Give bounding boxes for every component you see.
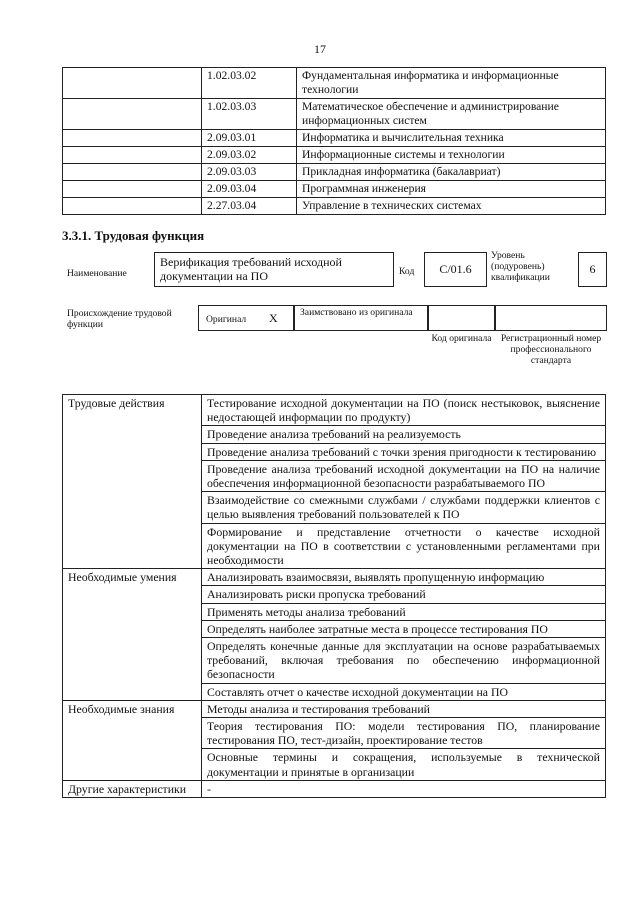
specialty-row: [63, 99, 606, 130]
labor-action-item: Проведение анализа требований с точки зрения пригодности к тестированию: [202, 443, 606, 460]
section-title: 3.3.1. Трудовая функция: [62, 228, 205, 243]
labor-action-item: Проведение анализа требований исходной документации на ПО на наличие обеспечения информационной безопасности разрабатываемого ПО: [202, 460, 606, 491]
qualification-level-label: Уровень (подуровень) квалификации: [491, 250, 550, 283]
specialty-name: Фундаментальная информатика и информационные технологии: [297, 68, 606, 99]
origin-code-cell: [428, 305, 495, 331]
labor-action-row: [63, 395, 606, 426]
specialty-row: [63, 147, 606, 164]
origin-borrowed-cell: [294, 305, 428, 331]
required-knowledge-row: [63, 700, 606, 717]
specialty-code: 2.09.03.04: [202, 181, 297, 198]
qualification-level: 6: [578, 252, 607, 287]
specialty-code: 1.02.03.03: [202, 99, 297, 130]
specialty-row: [63, 198, 606, 215]
required-knowledge-label: Необходимые знания: [63, 700, 202, 780]
specialty-name: Программная инженерия: [297, 181, 606, 198]
specialty-name: Управление в технических системах: [297, 198, 606, 215]
origin-reg-cell: [495, 305, 607, 331]
required-knowledge-item: Методы анализа и тестирования требований: [202, 700, 606, 717]
specialty-empty-cell: [63, 130, 202, 147]
specialty-name: Информационные системы и технологии: [297, 147, 606, 164]
labor-action-item: Формирование и представление отчетности о качестве исходной документации на ПО в соответствии с установленными регламентами при необходимости: [202, 523, 606, 569]
page-number: 17: [314, 42, 326, 56]
specialty-code: 2.27.03.04: [202, 198, 297, 215]
other-label: Другие характеристики: [63, 780, 202, 797]
function-code: С/01.6: [424, 252, 487, 287]
specialty-empty-cell: [63, 164, 202, 181]
specialty-empty-cell: [63, 99, 202, 130]
specialty-name: Информатика и вычислительная техника: [297, 130, 606, 147]
specialty-empty-cell: [63, 147, 202, 164]
other-row: [63, 780, 606, 797]
required-skill-item: Анализировать риски пропуска требований: [202, 586, 606, 603]
specialty-empty-cell: [63, 181, 202, 198]
original-mark: X: [269, 311, 278, 325]
required-knowledge-item: Основные термины и сокращения, используемые в технической документации и принятые в организации: [202, 749, 606, 780]
reg-number-caption: Регистрационный номер профессионального стандарта: [500, 333, 602, 366]
function-details-table: [62, 394, 606, 798]
labor-action-item: Тестирование исходной документации на ПО (поиск нестыковок, выяснение недостающей информации по продукту): [202, 395, 606, 426]
function-name-label: Наименование: [67, 268, 127, 279]
required-skill-label: Необходимые умения: [63, 569, 202, 701]
original-code-caption: Код оригинала: [431, 333, 492, 344]
labor-action-label: Трудовые действия: [63, 395, 202, 569]
required-skill-item: Применять методы анализа требований: [202, 603, 606, 620]
function-code-label: Код: [399, 266, 415, 277]
specialty-code: 1.02.03.02: [202, 68, 297, 99]
specialty-code: 2.09.03.02: [202, 147, 297, 164]
function-name: Верификация требований исходной документации на ПО: [154, 252, 394, 287]
borrowed-label: Заимствовано из оригинала: [300, 307, 413, 318]
required-knowledge-item: Теория тестирования ПО: модели тестирования ПО, планирование тестирования ПО, тест-дизайн, проектирование тестов: [202, 718, 606, 749]
labor-action-item: Проведение анализа требований на реализуемость: [202, 426, 606, 443]
origin-label: Происхождение трудовой функции: [67, 308, 172, 330]
original-label: Оригинал: [206, 314, 247, 325]
specialties-table: [62, 67, 606, 215]
required-skill-item: Составлять отчет о качестве исходной документации на ПО: [202, 683, 606, 700]
required-skill-item: Определять конечные данные для эксплуатации на основе разрабатываемых требований, включая требования по обеспечению информационной безопасности: [202, 638, 606, 684]
specialty-row: [63, 164, 606, 181]
specialty-row: [63, 68, 606, 99]
origin-original-cell: [198, 305, 294, 331]
specialty-empty-cell: [63, 198, 202, 215]
required-skill-row: [63, 569, 606, 586]
specialty-name: Математическое обеспечение и администрирование информационных систем: [297, 99, 606, 130]
specialty-code: 2.09.03.03: [202, 164, 297, 181]
specialty-row: [63, 181, 606, 198]
required-skill-item: Определять наиболее затратные места в процессе тестирования ПО: [202, 620, 606, 637]
specialty-name: Прикладная информатика (бакалавриат): [297, 164, 606, 181]
specialty-code: 2.09.03.01: [202, 130, 297, 147]
labor-action-item: Взаимодействие со смежными службами / службами поддержки клиентов с целью выявления требований пользователей к ПО: [202, 492, 606, 523]
required-skill-item: Анализировать взаимосвязи, выявлять пропущенную информацию: [202, 569, 606, 586]
specialty-empty-cell: [63, 68, 202, 99]
specialty-row: [63, 130, 606, 147]
other-value: -: [202, 780, 606, 797]
